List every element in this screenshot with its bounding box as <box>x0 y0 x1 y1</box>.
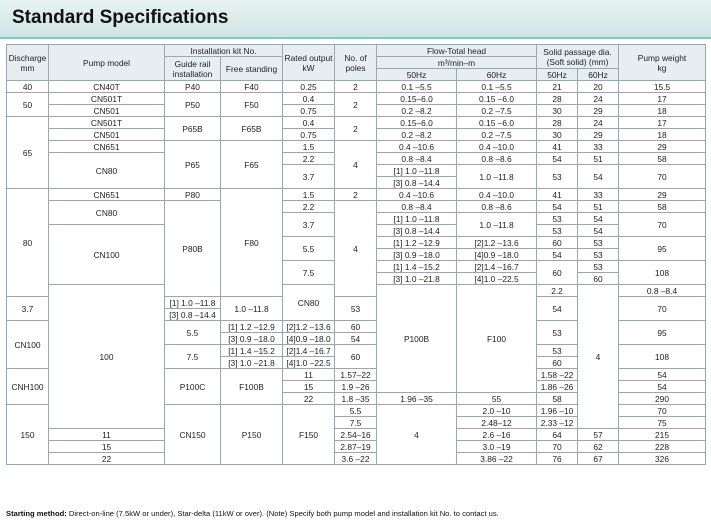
flow60-cell: 1.58 –22 <box>537 369 578 381</box>
solid50-cell: 54 <box>619 381 706 393</box>
discharge-cell: 40 <box>7 81 49 93</box>
flow50-cell: [1] 1.0 –11.8 <box>377 213 457 225</box>
guide-cell: P80 <box>165 189 221 201</box>
solid50-cell: 41 <box>537 189 578 201</box>
weight-cell: 108 <box>619 261 706 285</box>
flow60-cell: 0.4 –10.0 <box>457 141 537 153</box>
kw-cell: 0.75 <box>283 105 335 117</box>
flow60-cell: 0.15 –6.0 <box>457 117 537 129</box>
flow50-cell: 1.8 –35 <box>335 393 377 405</box>
flow50-cell: 0.15–6.0 <box>377 93 457 105</box>
guide-cell: P40 <box>165 81 221 93</box>
free-cell: F65B <box>221 117 283 141</box>
flow60-cell: [4]0.9 –18.0 <box>283 333 335 345</box>
flow50-cell: [1] 1.4 –15.2 <box>377 261 457 273</box>
solid50-cell: 53 <box>537 213 578 225</box>
discharge-cell: 50 <box>7 93 49 117</box>
flow50-cell: 2.54–16 <box>335 429 377 441</box>
kw-cell: 5.5 <box>165 321 221 345</box>
flow50-cell: [3] 1.0 –21.8 <box>221 357 283 369</box>
flow50-cell: [1] 1.4 –15.2 <box>221 345 283 357</box>
solid60-cell: 54 <box>578 213 619 225</box>
flow50-cell: 3.6 –22 <box>335 453 377 465</box>
kw-cell: 3.7 <box>7 297 49 321</box>
solid-50hz-header: 50Hz <box>537 69 578 81</box>
solid50-cell: 64 <box>537 429 578 441</box>
weight-cell: 58 <box>619 201 706 213</box>
flow60-cell: 0.15 –6.0 <box>457 93 537 105</box>
weight-header: Pump weight kg <box>619 45 706 81</box>
poles-cell: 2 <box>335 117 377 141</box>
solid60-cell: 60 <box>537 357 578 369</box>
kw-cell: 22 <box>283 393 335 405</box>
solid60-cell: 54 <box>578 165 619 189</box>
flow60-cell: 1.86 –26 <box>537 381 578 393</box>
kw-cell: 0.4 <box>283 117 335 129</box>
kw-cell: 0.25 <box>283 81 335 93</box>
weight-cell: 18 <box>619 129 706 141</box>
solid60-cell: 29 <box>578 129 619 141</box>
weight-cell: 29 <box>619 141 706 153</box>
flow50-cell: [3] 1.0 –21.8 <box>377 273 457 285</box>
flow60-cell: 1.0 –11.8 <box>457 213 537 237</box>
flow50-cell: 2.87–19 <box>335 441 377 453</box>
flow60-cell: 0.8 –8.6 <box>457 153 537 165</box>
solid50-cell: 60 <box>335 321 377 333</box>
solid50-cell: 54 <box>537 201 578 213</box>
weight-cell: 29 <box>619 189 706 201</box>
footer-label: Starting method: <box>6 509 67 518</box>
solid60-cell: 24 <box>578 93 619 105</box>
solid50-cell: 60 <box>537 237 578 249</box>
flow60-cell: 0.8 –8.6 <box>457 201 537 213</box>
flow50-cell: [3] 0.9 –18.0 <box>221 333 283 345</box>
kw-cell: 11 <box>49 429 165 441</box>
discharge-cell: 80 <box>7 189 49 297</box>
solid50-cell: 30 <box>537 105 578 117</box>
table-row <box>7 81 706 93</box>
flow50-cell: [1] 1.2 –12.9 <box>221 321 283 333</box>
table-row <box>7 93 706 105</box>
guide-cell: P150 <box>221 405 283 465</box>
solid60-cell: 33 <box>578 141 619 153</box>
poles-cell: 2 <box>335 81 377 93</box>
flow-60hz-header: 60Hz <box>457 69 537 81</box>
flow50-cell: 0.8 –8.4 <box>619 285 706 297</box>
discharge-header: Discharge mm <box>7 45 49 81</box>
solid60-cell: 54 <box>537 297 578 321</box>
weight-cell: 17 <box>619 117 706 129</box>
flow50-cell: [3] 0.8 –14.4 <box>377 177 457 189</box>
solid60-cell: 51 <box>578 153 619 165</box>
weight-cell: 215 <box>619 429 706 441</box>
table-row <box>7 201 706 213</box>
guide-cell: P65 <box>165 141 221 189</box>
flow60-cell: [4]0.9 –18.0 <box>457 249 537 261</box>
kw-cell: 7.5 <box>283 261 335 285</box>
flow50-cell: 0.15–6.0 <box>377 117 457 129</box>
solid60-cell: 62 <box>578 441 619 453</box>
poles-header: No. of poles <box>335 45 377 81</box>
table-row <box>7 453 706 465</box>
kw-cell: 5.5 <box>283 237 335 261</box>
model-cell: CNH100 <box>7 369 49 405</box>
solid50-cell: 60 <box>335 345 377 369</box>
poles-cell: 4 <box>335 201 377 297</box>
flow60-cell: 0.4 –10.0 <box>457 189 537 201</box>
solid50-cell: 41 <box>537 141 578 153</box>
flow60-cell: 3.0 –19 <box>457 441 537 453</box>
flow50-cell: 0.4 –10.6 <box>377 189 457 201</box>
flow50-cell: 1.9 –26 <box>335 381 377 393</box>
flow-unit-header: m³/min–m <box>377 57 537 69</box>
flow50-cell: [1] 1.2 –12.9 <box>377 237 457 249</box>
free-cell: F80 <box>221 189 283 297</box>
solid50-cell: 30 <box>537 129 578 141</box>
flow-50hz-header: 50Hz <box>377 69 457 81</box>
table-row <box>7 117 706 129</box>
kw-cell: 15 <box>49 441 165 453</box>
kw-cell: 11 <box>283 369 335 381</box>
solid50-cell: 54 <box>335 333 377 345</box>
flow60-cell: [2]1.4 –16.7 <box>457 261 537 273</box>
flow50-cell: 0.2 –8.2 <box>377 129 457 141</box>
solid50-cell: 53 <box>537 165 578 189</box>
flow50-cell: [3] 0.8 –14.4 <box>165 309 221 321</box>
flow60-cell: [4]1.0 –22.5 <box>457 273 537 285</box>
flow60-cell: 1.0 –11.8 <box>457 165 537 189</box>
model-cell: CN80 <box>283 285 335 321</box>
kw-cell: 7.5 <box>335 417 377 429</box>
guide-cell: P80B <box>165 201 221 297</box>
flow50-cell: 2.48–12 <box>457 417 537 429</box>
poles-cell: 4 <box>578 285 619 429</box>
table-row <box>7 141 706 153</box>
weight-cell: 70 <box>619 213 706 237</box>
free-cell: F150 <box>283 405 335 465</box>
solid50-cell: 54 <box>619 369 706 381</box>
flow60-cell: [2]1.2 –13.6 <box>283 321 335 333</box>
flow-head-header: Flow-Total head <box>377 45 537 57</box>
kw-cell: 0.75 <box>283 129 335 141</box>
kw-cell: 2.2 <box>537 285 578 297</box>
flow60-cell: 2.33 –12 <box>537 417 578 429</box>
spec-table <box>6 44 706 465</box>
solid60-cell: 57 <box>578 429 619 441</box>
discharge-cell: 65 <box>7 117 49 189</box>
kw-cell: 7.5 <box>165 345 221 369</box>
solid50-cell: 53 <box>537 225 578 237</box>
solid60-cell: 20 <box>578 81 619 93</box>
weight-cell: 290 <box>619 393 706 405</box>
flow60-cell: 1.96 –10 <box>537 405 578 417</box>
weight-cell: 58 <box>619 153 706 165</box>
solid60-cell: 53 <box>578 261 619 273</box>
solid50-cell: 54 <box>537 153 578 165</box>
weight-cell: 108 <box>619 345 706 369</box>
footer-note <box>6 509 499 518</box>
flow60-cell: [2]1.4 –16.7 <box>283 345 335 357</box>
solid-60hz-header: 60Hz <box>578 69 619 81</box>
flow60-cell: 0.1 –5.5 <box>457 81 537 93</box>
model-cell: CN100 <box>7 321 49 369</box>
solid60-cell: 54 <box>578 225 619 237</box>
free-standing-header: Free standing <box>221 57 283 81</box>
solid50-cell: 70 <box>537 441 578 453</box>
flow60-cell: 0.2 –7.5 <box>457 105 537 117</box>
solid60-cell: 33 <box>578 189 619 201</box>
solid50-cell: 70 <box>619 405 706 417</box>
flow50-cell: 0.4 –10.6 <box>377 141 457 153</box>
weight-cell: 95 <box>619 237 706 261</box>
model-cell: CN150 <box>165 405 221 465</box>
flow50-cell: 0.2 –8.2 <box>377 105 457 117</box>
flow50-cell: 1.57–22 <box>335 369 377 381</box>
poles-cell: 4 <box>335 141 377 189</box>
guide-rail-header: Guide rail installation <box>165 57 221 81</box>
flow60-cell: [2]1.2 –13.6 <box>457 237 537 249</box>
solid-header: Solid passage dia. (Soft solid) (mm) <box>537 45 619 69</box>
solid60-cell: 29 <box>578 105 619 117</box>
guide-cell: P100C <box>165 369 221 405</box>
footer-text: Direct-on-line (7.5kW or under), Star-delta (11kW or over). (Note) Specify both pump model and installation kit No. to contact us. <box>66 509 499 518</box>
flow60-cell: 1.96 –35 <box>377 393 457 405</box>
discharge-cell: 150 <box>7 405 49 465</box>
model-cell: CN501T <box>49 117 165 129</box>
flow50-cell: [1] 1.0 –11.8 <box>377 165 457 177</box>
solid50-cell: 75 <box>619 417 706 429</box>
kw-cell: 0.4 <box>283 93 335 105</box>
table-row <box>7 189 706 201</box>
solid50-cell: 53 <box>335 297 377 321</box>
solid50-cell: 28 <box>537 93 578 105</box>
solid50-cell: 21 <box>537 81 578 93</box>
install-kit-header: Installation kit No. <box>165 45 283 57</box>
kw-cell: 5.5 <box>335 405 377 417</box>
model-cell: CN651 <box>49 141 165 153</box>
page-title: Standard Specifications <box>12 7 229 28</box>
weight-cell: 326 <box>619 453 706 465</box>
discharge-cell: 100 <box>49 285 165 429</box>
solid60-cell: 67 <box>578 453 619 465</box>
flow50-cell: [3] 0.8 –14.4 <box>377 225 457 237</box>
weight-cell: 228 <box>619 441 706 453</box>
flow50-cell: 2.0 –10 <box>457 405 537 417</box>
flow50-cell: [1] 1.0 –11.8 <box>165 297 221 309</box>
poles-cell: 4 <box>377 405 457 465</box>
poles-cell: 2 <box>335 189 377 201</box>
weight-cell: 70 <box>619 165 706 189</box>
kw-cell: 15 <box>283 381 335 393</box>
free-cell: F65 <box>221 141 283 189</box>
kw-cell: 2.2 <box>283 153 335 165</box>
flow60-cell: [4]1.0 –22.5 <box>283 357 335 369</box>
flow50-cell: [3] 0.9 –18.0 <box>377 249 457 261</box>
rated-output-header: Rated output kW <box>283 45 335 81</box>
table-row <box>7 441 706 453</box>
kw-cell: 3.7 <box>283 213 335 237</box>
solid60-cell: 51 <box>578 201 619 213</box>
kw-cell: 1.5 <box>283 141 335 153</box>
flow50-cell: 0.8 –8.4 <box>377 153 457 165</box>
pump-model-header: Pump model <box>49 45 165 81</box>
model-cell: CN80 <box>49 201 165 225</box>
table-row <box>7 429 706 441</box>
kw-cell: 3.7 <box>283 165 335 189</box>
guide-cell: P100B <box>377 285 457 393</box>
model-cell: CN501 <box>49 129 165 141</box>
model-cell: CN651 <box>49 189 165 201</box>
poles-cell: 2 <box>335 93 377 117</box>
free-cell: F100B <box>221 369 283 405</box>
solid50-cell: 54 <box>537 249 578 261</box>
solid50-cell: 55 <box>457 393 537 405</box>
model-cell: CN40T <box>49 81 165 93</box>
kw-cell: 2.2 <box>283 201 335 213</box>
model-cell: CN80 <box>49 153 165 189</box>
guide-cell: P65B <box>165 117 221 141</box>
title-bar <box>0 0 711 39</box>
flow50-cell: 0.1 –5.5 <box>377 81 457 93</box>
solid60-cell: 53 <box>578 249 619 261</box>
guide-cell: P50 <box>165 93 221 117</box>
flow50-cell: 0.8 –8.4 <box>377 201 457 213</box>
model-cell: CN501 <box>49 105 165 117</box>
weight-cell: 17 <box>619 93 706 105</box>
flow60-cell: 2.6 –16 <box>457 429 537 441</box>
weight-cell: 15.5 <box>619 81 706 93</box>
weight-cell: 95 <box>619 321 706 345</box>
solid60-cell: 24 <box>578 117 619 129</box>
solid60-cell: 53 <box>537 321 578 345</box>
free-cell: F50 <box>221 93 283 117</box>
solid50-cell: 60 <box>537 261 578 285</box>
flow60-cell: 0.2 –7.5 <box>457 129 537 141</box>
flow60-cell: 3.86 –22 <box>457 453 537 465</box>
free-cell: F100 <box>457 285 537 393</box>
free-cell: F40 <box>221 81 283 93</box>
weight-cell: 18 <box>619 105 706 117</box>
model-cell: CN100 <box>49 225 165 285</box>
kw-cell: 1.5 <box>283 189 335 201</box>
kw-cell: 22 <box>49 453 165 465</box>
solid50-cell: 28 <box>537 117 578 129</box>
solid60-cell: 53 <box>578 237 619 249</box>
model-cell: CN501T <box>49 93 165 105</box>
weight-cell: 70 <box>619 297 706 321</box>
solid50-cell: 76 <box>537 453 578 465</box>
solid60-cell: 58 <box>537 393 578 405</box>
flow60-cell: 1.0 –11.8 <box>221 297 283 321</box>
solid60-cell: 53 <box>537 345 578 357</box>
solid60-cell: 60 <box>578 273 619 285</box>
